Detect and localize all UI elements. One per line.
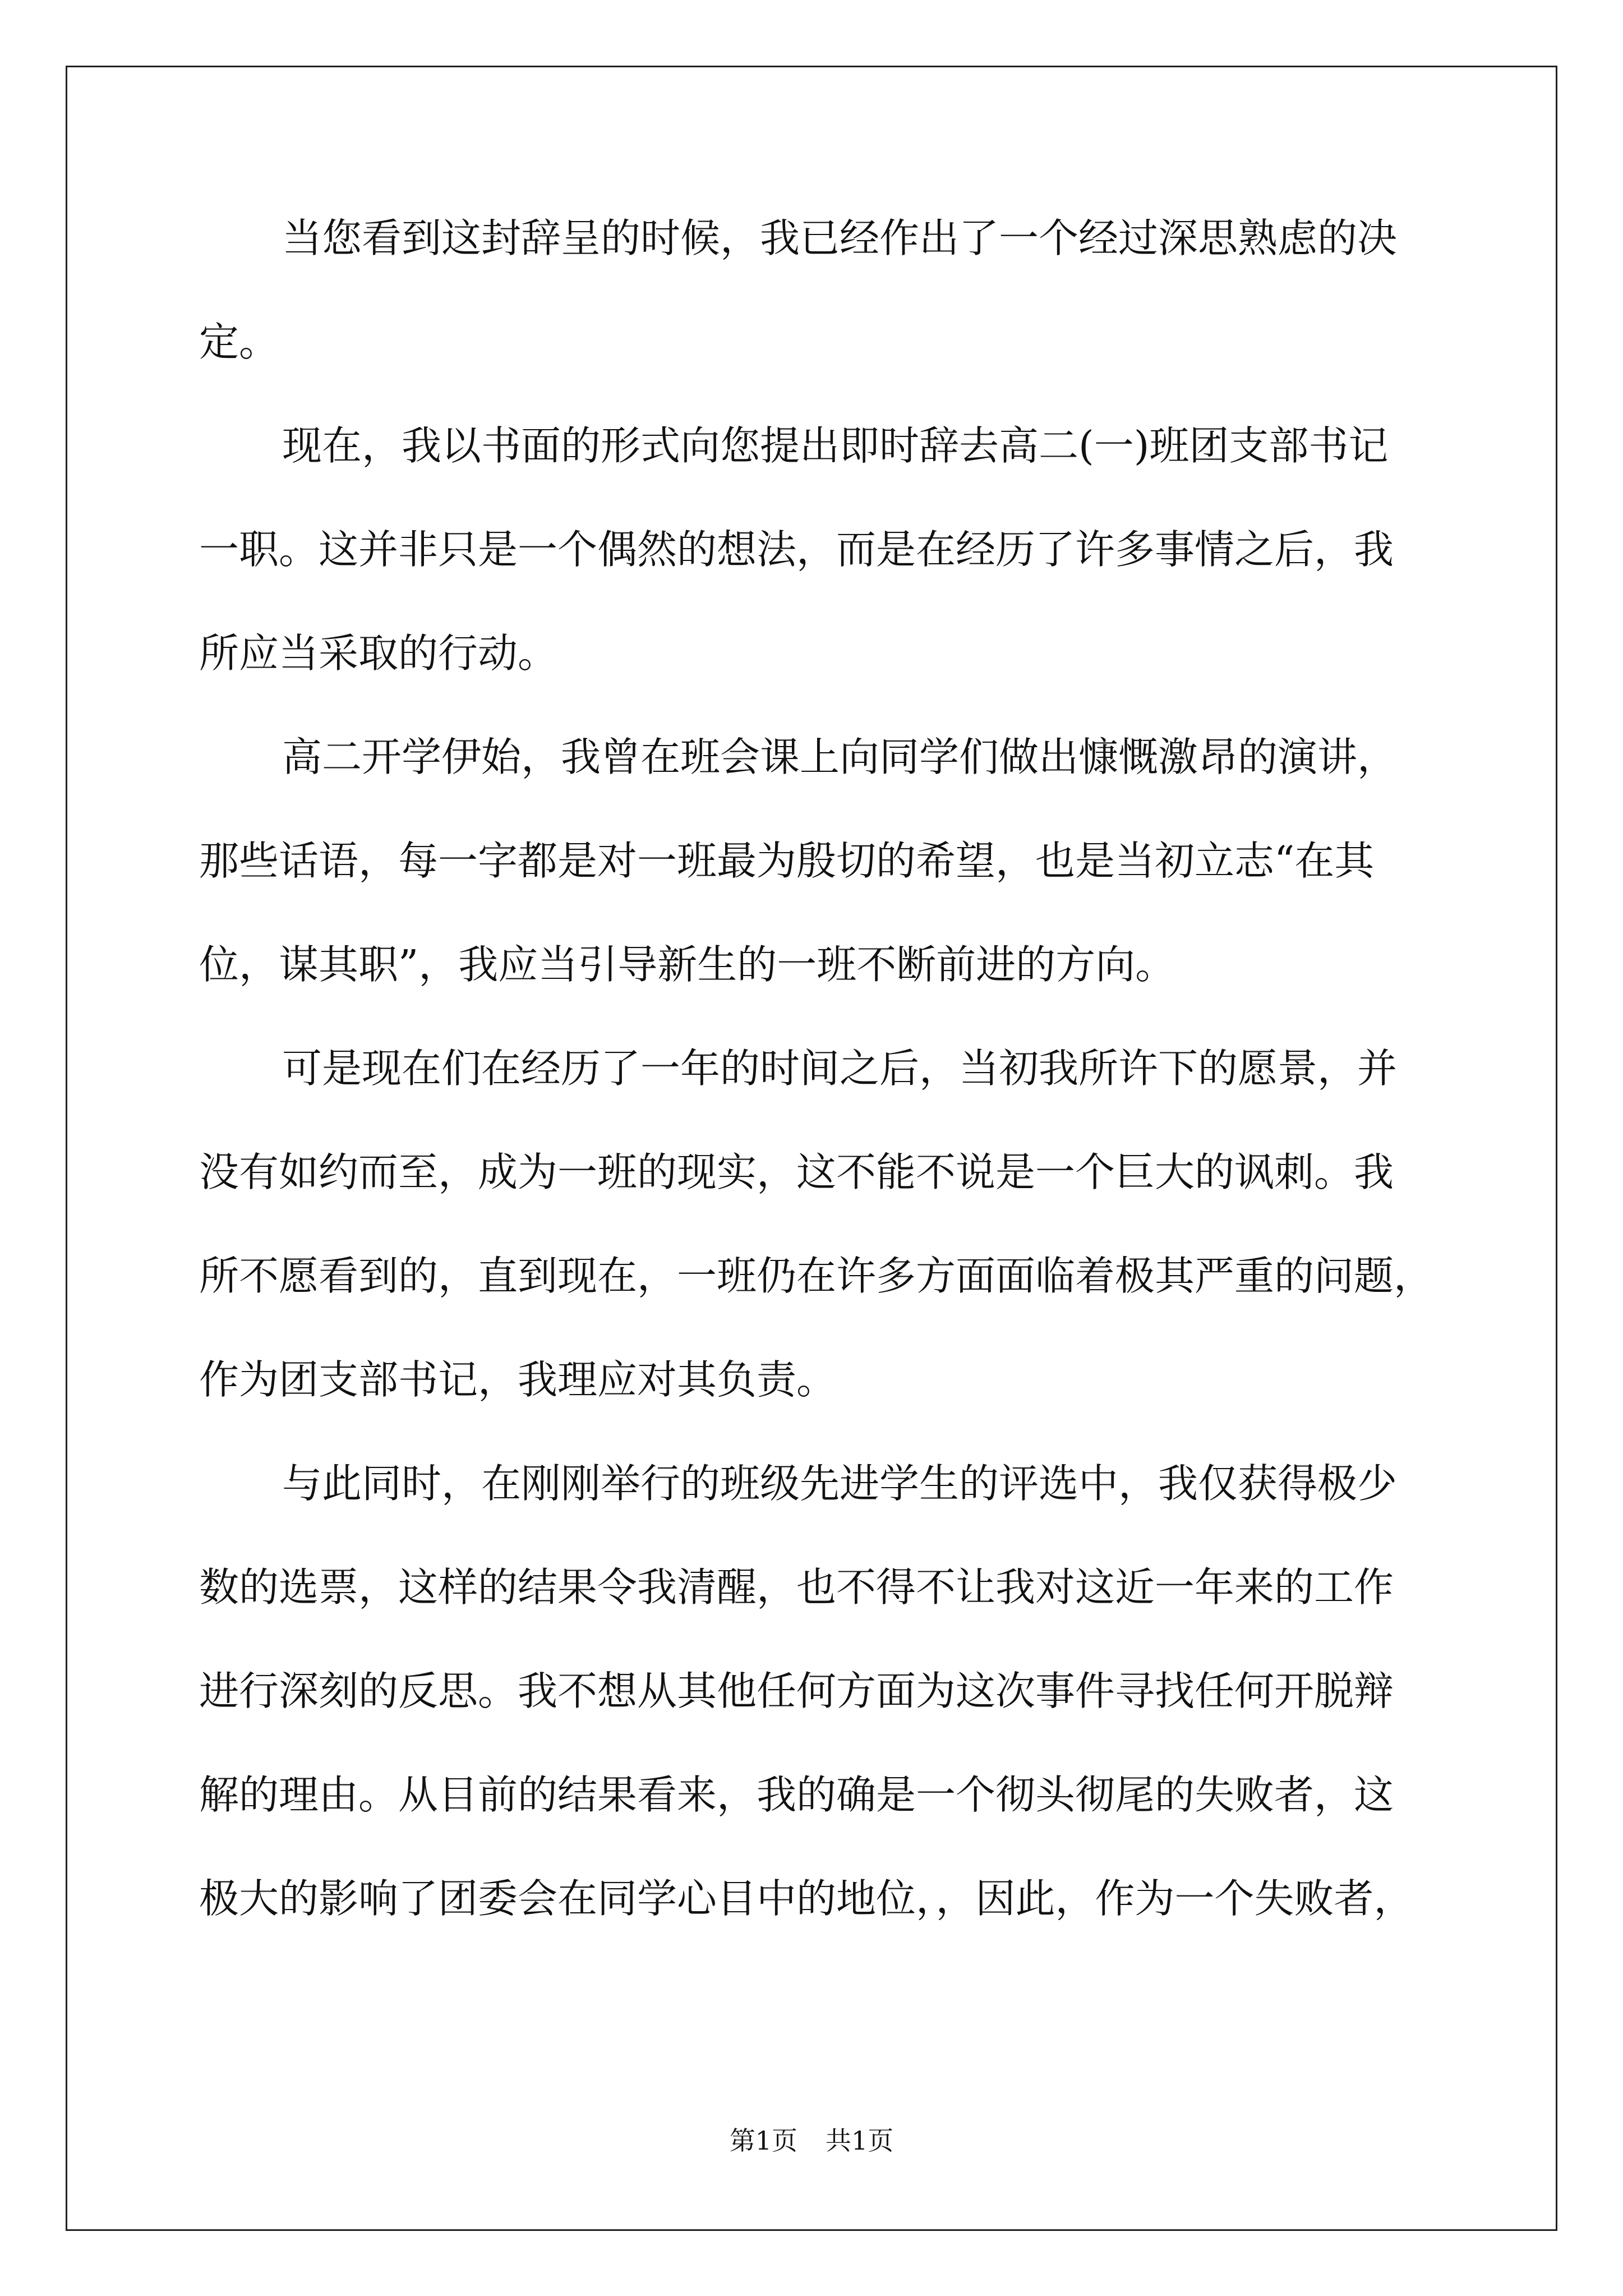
paragraph-line: 没有如约而至，成为一班的现实，这不能不说是一个巨大的讽刺。我 — [199, 1149, 1394, 1195]
page-footer — [0, 2120, 1623, 2157]
paragraph-line: 定。 — [199, 319, 279, 365]
paragraph-line: 位，谋其职”，我应当引导新生的一班不断前进的方向。 — [199, 941, 1175, 988]
paragraph-line: 高二开学伊始，我曾在班会课上向同学们做出慷慨激昂的演讲， — [282, 734, 1398, 780]
paragraph-line: 作为团支部书记，我理应对其负责。 — [199, 1356, 837, 1403]
paragraph-line: 所应当采取的行动。 — [199, 630, 558, 677]
paragraph-line: 与此同时，在刚刚举行的班级先进学生的评选中，我仅获得极少 — [282, 1460, 1398, 1507]
paragraph-line: 所不愿看到的，直到现在，一班仍在许多方面面临着极其严重的问题， — [199, 1253, 1434, 1299]
paragraph-line: 当您看到这封辞呈的时候，我已经作出了一个经过深思熟虑的决 — [282, 215, 1398, 261]
paragraph-line: 现在，我以书面的形式向您提出即时辞去高二(一)班团支部书记 — [282, 422, 1389, 469]
paragraph-line: 那些话语，每一字都是对一班最为殷切的希望，也是当初立志“在其 — [199, 838, 1375, 884]
paragraph-line: 可是现在们在经历了一年的时间之后，当初我所许下的愿景，并 — [282, 1045, 1398, 1092]
paragraph-line: 一职。这并非只是一个偶然的想法，而是在经历了许多事情之后，我 — [199, 526, 1394, 573]
paragraph-line: 极大的影响了团委会在同学心目中的地位，，因此，作为一个失败者， — [199, 1875, 1414, 1922]
page-total: 共1页 — [826, 2125, 894, 2156]
paragraph-line: 解的理由。从目前的结果看来，我的确是一个彻头彻尾的失败者，这 — [199, 1772, 1394, 1818]
paragraph-line: 进行深刻的反思。我不想从其他任何方面为这次事件寻找任何开脱辩 — [199, 1668, 1394, 1714]
page-number: 第1页 — [729, 2125, 797, 2156]
paragraph-line: 数的选票，这样的结果令我清醒，也不得不让我对这近一年来的工作 — [199, 1564, 1394, 1611]
